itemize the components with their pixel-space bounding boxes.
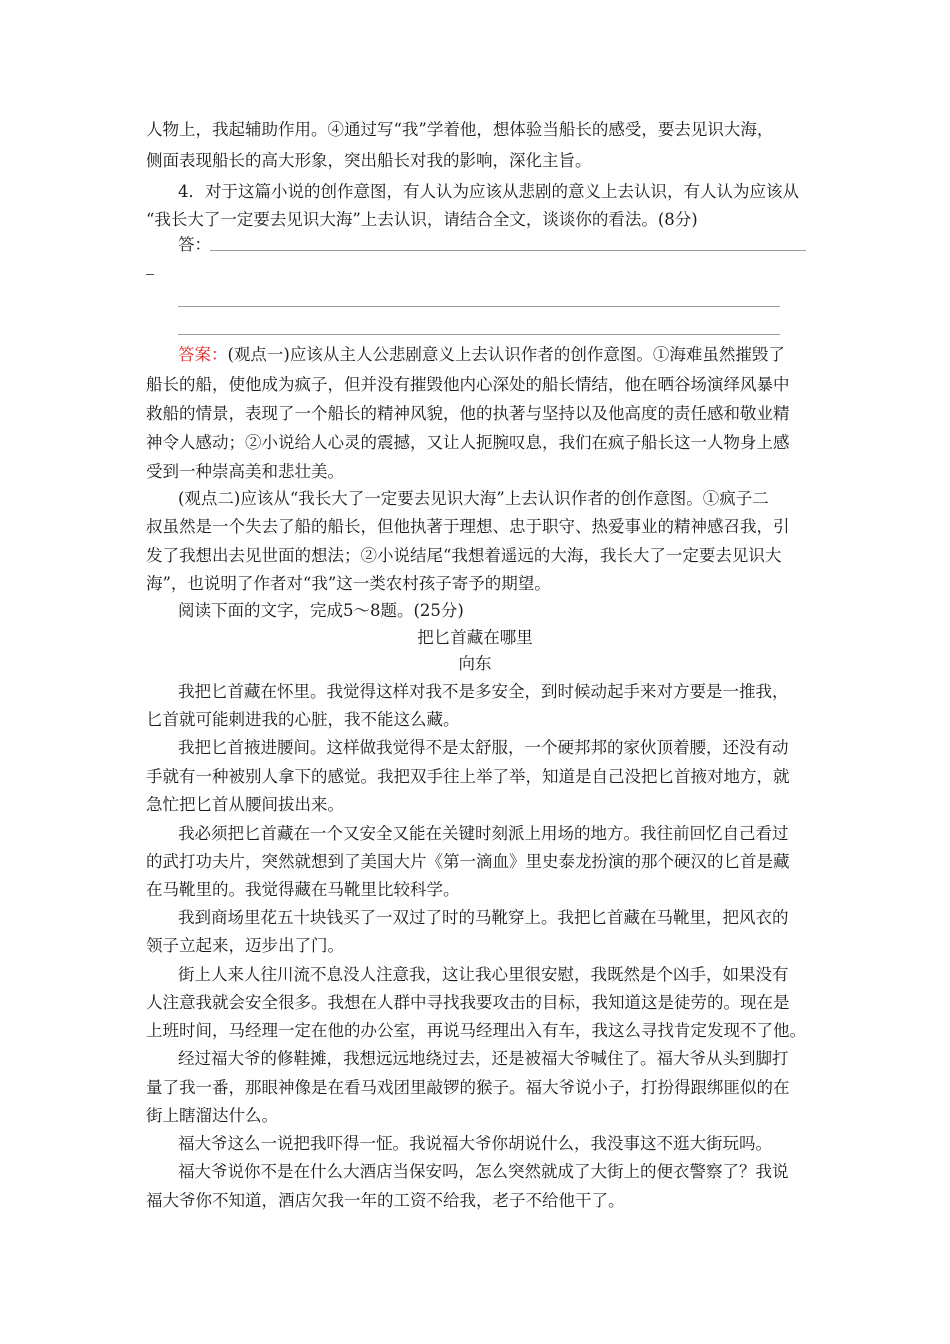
reading-intro: 阅读下面的文字，完成5～8题。(25分): [178, 601, 464, 620]
story-paragraph: 我必须把匕首藏在一个又安全又能在关键时刻派上用场的地方。我往前回忆自己看过: [178, 824, 789, 843]
text-line: 匕首就可能刺进我的心脏，我不能这么藏。: [146, 710, 460, 729]
text-line: 上班时间，马经理一定在他的办公室，再说马经理出入有车，我这么寻找肯定发现不了他。: [146, 1021, 806, 1040]
question-4: 4．对于这篇小说的创作意图，有人认为应该从悲剧的意义上去认识，有人认为应该从: [178, 182, 799, 201]
text-line: 手就有一种被别人拿下的感觉。我把双手往上举了举，知道是自己没把匕首掖对地方，就: [146, 767, 790, 786]
text-line: 救船的情景，表现了一个船长的精神风貌，他的执著与坚持以及他高度的责任感和敬业精: [146, 404, 790, 423]
text-line: 受到一种崇高美和悲壮美。: [146, 462, 344, 481]
story-paragraph: 我到商场里花五十块钱买了一双过了时的马靴穿上。我把匕首藏在马靴里，把风衣的: [178, 908, 789, 927]
text-line: “我长大了一定要去见识大海”上去认识，请结合全文，谈谈你的看法。(8分): [146, 210, 698, 229]
text-line: 福大爷你不知道，酒店欠我一年的工资不给我，老子不给他干了。: [146, 1191, 625, 1210]
text-line: 船长的船，使他成为疯子，但并没有摧毁他内心深处的船长情结，他在晒谷场演绎风暴中: [146, 375, 790, 394]
text-line: 神令人感动；②小说给人心灵的震撼，又让人扼腕叹息，我们在疯子船长这一人物身上感: [146, 433, 790, 452]
answer-line: [178, 334, 780, 335]
text-line: 人注意我就会安全很多。我想在人群中寻找我要攻击的目标，我知道这是徒劳的。现在是: [146, 993, 790, 1012]
text-line: 领子立起来，迈步出了门。: [146, 936, 344, 955]
story-paragraph: 经过福大爷的修鞋摊，我想远远地绕过去，还是被福大爷喊住了。福大爷从头到脚打: [178, 1049, 789, 1068]
text-line: 侧面表现船长的高大形象，突出船长对我的影响，深化主旨。: [146, 151, 592, 170]
text-line: 海”，也说明了作者对“我”这一类农村孩子寄予的期望。: [146, 574, 551, 593]
story-paragraph: 福大爷说你不是在什么大酒店当保安吗，怎么突然就成了大街上的便衣警察了？我说: [178, 1162, 789, 1181]
answer-line-stub: [146, 274, 154, 275]
answer-prompt: 答：: [178, 235, 211, 254]
answer-line: [210, 250, 806, 251]
text-line: 急忙把匕首从腰间拔出来。: [146, 795, 344, 814]
text-line: 在马靴里的。我觉得藏在马靴里比较科学。: [146, 880, 460, 899]
text-line: 的武打功夫片，突然就想到了美国大片《第一滴血》里史泰龙扮演的那个硬汉的匕首是藏: [146, 852, 790, 871]
text-line: 街上瞎溜达什么。: [146, 1106, 278, 1125]
text-line: 叔虽然是一个失去了船的船长，但他执著于理想、忠于职守、热爱事业的精神感召我，引: [146, 517, 790, 536]
answer-view2: (观点二)应该从“我长大了一定要去见识大海”上去认识作者的创作意图。①疯子二: [178, 489, 769, 508]
story-title: 把匕首藏在哪里: [417, 628, 533, 647]
answer-line: [178, 306, 780, 307]
answer-label: 答案：: [178, 345, 228, 364]
text-line: 发了我想出去见世面的想法；②小说结尾“我想着遥远的大海，我长大了一定要去见识大: [146, 546, 782, 565]
story-author: 向东: [458, 654, 492, 673]
story-paragraph: 街上人来人往川流不息没人注意我，这让我心里很安慰，我既然是个凶手，如果没有: [178, 965, 789, 984]
story-paragraph: 我把匕首藏在怀里。我觉得这样对我不是多安全，到时候动起手来对方要是一推我，: [178, 682, 789, 701]
story-paragraph: 福大爷这么一说把我吓得一怔。我说福大爷你胡说什么，我没事这不逛大街玩吗。: [178, 1134, 772, 1153]
text-line: 人物上，我起辅助作用。④通过写“我”学着他，想体验当船长的感受，要去见识大海，: [146, 120, 774, 139]
answer-view1-first-line: 答案：(观点一)应该从主人公悲剧意义上去认识作者的创作意图。①海难虽然摧毁了: [178, 345, 785, 364]
text-line: 量了我一番，那眼神像是在看马戏团里敲锣的猴子。福大爷说小子，打扮得跟绑匪似的在: [146, 1078, 790, 1097]
story-paragraph: 我把匕首掖进腰间。这样做我觉得不是太舒服，一个硬邦邦的家伙顶着腰，还没有动: [178, 738, 789, 757]
